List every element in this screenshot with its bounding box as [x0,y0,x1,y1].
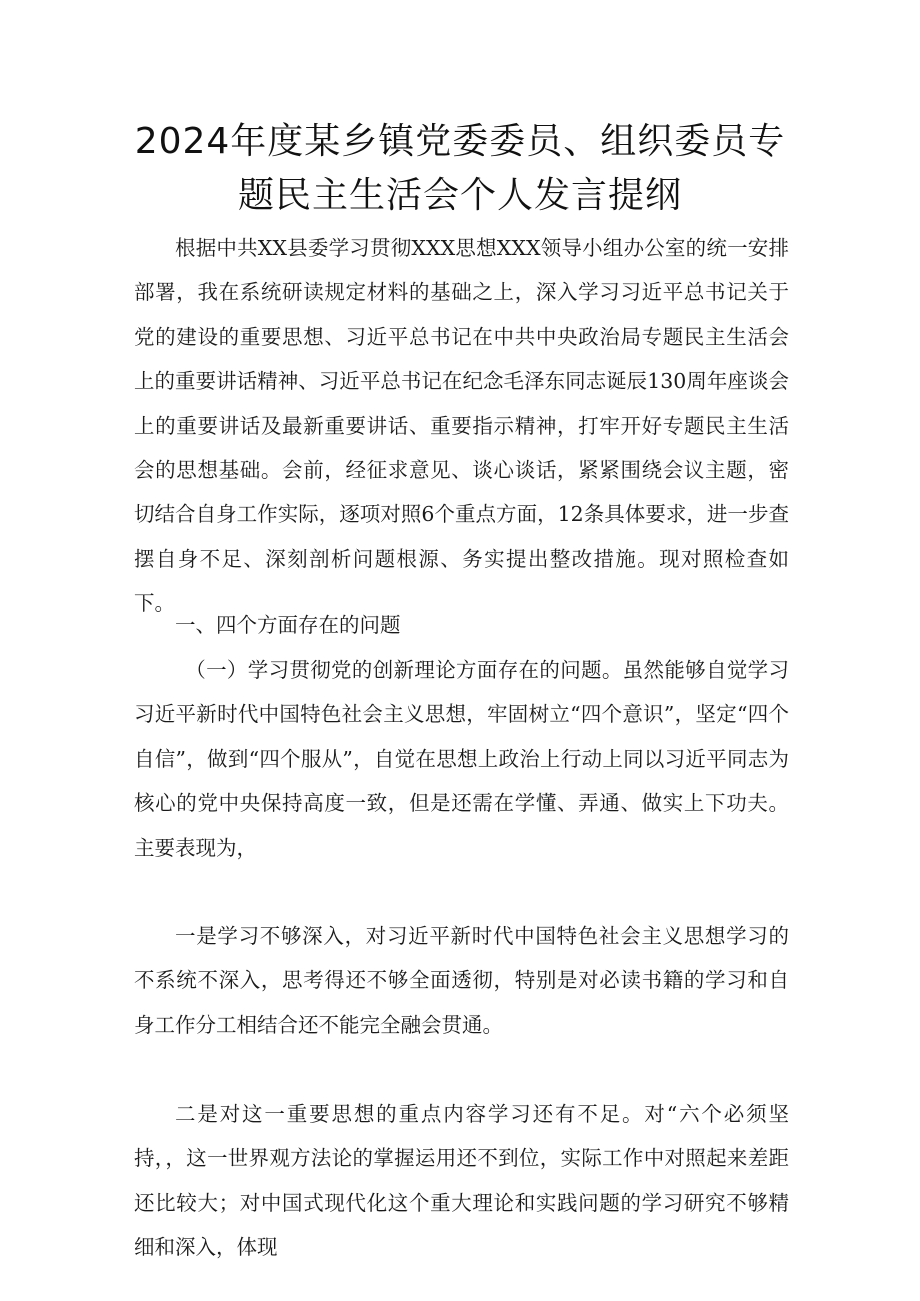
item-paragraph-2: 二是对这一重要思想的重点内容学习还有不足。对“六个必须坚持，，这一世界观方法论的掌握运用还不到位，实际工作中对照起来差距还比较大；对中国式现代化这个重大理论和实践问题的学习研究不够精细和深入，体现 [134,1102,789,1260]
section-heading-1: 一、四个方面存在的问题 [175,613,401,637]
subsection-paragraph-1: （一）学习贯彻党的创新理论方面存在的问题。虽然能够自觉学习习近平新时代中国特色社会主义思想，牢固树立“四个意识”，坚定“四个自信”，做到“四个服从”，自觉在思想上政治上行动上同以习近平同志为核心的党中央保持高度一致，但是还需在学懂、弄通、做实上下功夫。主要表现为， [134,658,789,860]
document-title-line-2: 题民主生活会个人发言提纲 [237,175,682,216]
document-title-line-1: 2024年度某乡镇党委委员、组织委员专 [134,121,786,162]
intro-paragraph: 根据中共XX县委学习贯彻XXX思想XXX领导小组办公室的统一安排部署，我在系统研读规定材料的基础之上，深入学习习近平总书记关于党的建设的重要思想、习近平总书记在中共中央政治局专题民主生活会上的重要讲话精神、习近平总书记在纪念毛泽东同志诞辰130周年座谈会上的重要讲话及最新重要讲话、重要指示精神，打牢开好专题民主生活会的思想基础。会前，经征求意见、谈心谈话，紧紧围绕会议主题，密切结合自身工作实际，逐项对照6个重点方面，12条具体要求，进一步查摆自身不足、深刻剖析问题根源、务实提出整改措施。现对照检查如下。 [134,236,789,616]
item-paragraph-1: 一是学习不够深入，对习近平新时代中国特色社会主义思想学习的不系统不深入，思考得还不够全面透彻，特别是对必读书籍的学习和自身工作分工相结合还不能完全融会贯通。 [134,924,789,1037]
